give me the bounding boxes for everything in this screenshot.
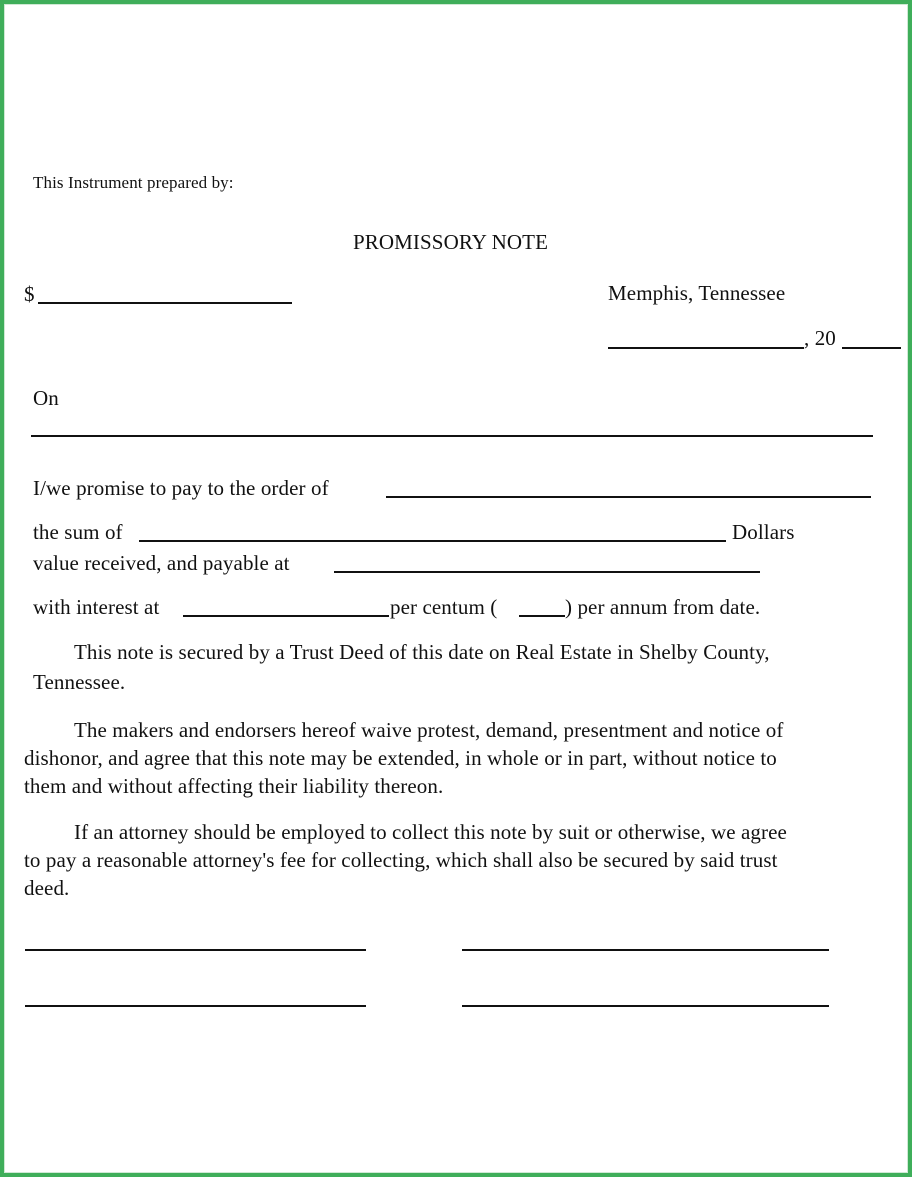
para2-line1: The makers and endorsers hereof waive protest, demand, presentment and notice of — [74, 718, 784, 742]
para3-line1: If an attorney should be employed to collect this note by suit or otherwise, we agree — [74, 820, 787, 844]
interest-label: with interest at — [33, 595, 160, 619]
interest-blank[interactable] — [183, 615, 389, 617]
payable-blank[interactable] — [334, 571, 760, 573]
sum-blank[interactable] — [139, 540, 726, 542]
year-prefix: , 20 — [804, 326, 836, 350]
para2-line3: them and without affecting their liability thereon. — [24, 774, 444, 798]
amount-blank[interactable] — [38, 302, 292, 304]
centum-blank[interactable] — [519, 615, 565, 617]
sum-label: the sum of — [33, 520, 123, 544]
year-blank[interactable] — [842, 347, 901, 349]
per-centum-label: per centum ( — [390, 595, 498, 619]
on-blank[interactable] — [31, 435, 873, 437]
para1-line2: Tennessee. — [33, 670, 126, 694]
signature-line-right-2[interactable] — [462, 1005, 829, 1007]
para3-line2: to pay a reasonable attorney's fee for collecting, which shall also be secured by said trust — [24, 848, 778, 872]
para3-line3: deed. — [24, 876, 70, 900]
para2-line2: dishonor, and agree that this note may be extended, in whole or in part, without notice to — [24, 746, 777, 770]
payable-label: value received, and payable at — [33, 551, 290, 575]
signature-line-left-1[interactable] — [25, 949, 366, 951]
on-label: On — [33, 386, 59, 410]
per-annum-label: ) per annum from date. — [565, 595, 761, 619]
dollars-label: Dollars — [732, 520, 795, 544]
location-text: Memphis, Tennessee — [608, 281, 786, 305]
payee-blank[interactable] — [386, 496, 871, 498]
amount-symbol: $ — [24, 282, 35, 306]
promise-label: I/we promise to pay to the order of — [33, 476, 329, 500]
para1-line1: This note is secured by a Trust Deed of this date on Real Estate in Shelby County, — [74, 640, 770, 664]
document-title: PROMISSORY NOTE — [353, 230, 549, 254]
date-blank[interactable] — [608, 347, 804, 349]
signature-line-right-1[interactable] — [462, 949, 829, 951]
signature-line-left-2[interactable] — [25, 1005, 366, 1007]
prepared-by-label: This Instrument prepared by: — [33, 173, 234, 192]
